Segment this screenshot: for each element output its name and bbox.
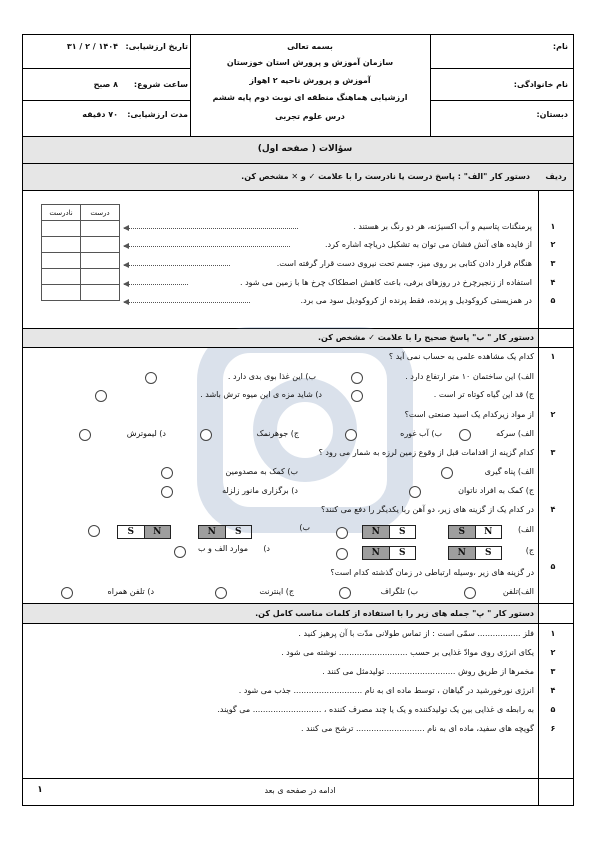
question-number: ۵: [550, 562, 556, 571]
q4-option-d-text: موارد الف و ب: [197, 544, 248, 553]
grid-cell[interactable]: [42, 269, 81, 285]
arrow-line: [124, 302, 250, 303]
true-false-item-3: هنگام قرار دادن کتابی بر روی میز، جسم تحت نیروی دست قرار گرفته است.: [276, 259, 532, 268]
continue-note: ادامه در صفحه ی بعد: [264, 786, 336, 795]
item-number: ۱: [550, 629, 556, 638]
arrow-line: [124, 228, 298, 229]
q4-option-d-label: د): [263, 544, 270, 553]
q1-option-d-circle[interactable]: [95, 390, 107, 402]
question-number: ۲: [550, 410, 556, 419]
q1-option-c: ج) قد این گیاه کوتاه تر است .: [433, 390, 534, 399]
q1-option-a-circle[interactable]: [351, 372, 363, 384]
item-number: ۳: [550, 667, 556, 676]
header-district: آموزش و پرورش ناحیه ۲ اهواز: [249, 76, 371, 85]
item-number: ۱: [550, 222, 556, 231]
arrow-line: [124, 265, 230, 266]
q3-option-a: الف) پناه گیری: [484, 467, 534, 476]
header-subject: درس علوم تجربی: [275, 112, 345, 121]
date-value: ۱۴۰۴ / ۲ / ۳۱: [66, 42, 118, 51]
q2-option-d: د) لیموترش: [126, 429, 166, 438]
magnet-bar: [448, 546, 502, 560]
school-label: دبستان:: [536, 110, 568, 119]
q3-option-b: ب) کمک به مصدومین: [225, 467, 298, 476]
magnet-bar: [117, 525, 171, 539]
fill-blank-item-1: فلز ................. سمّی است : از تماس طولانی مدّت با آن پرهیز کنید .: [298, 629, 534, 638]
magnet-pole-s: S: [449, 526, 475, 538]
item-number: ۲: [550, 648, 556, 657]
q5-option-c: ج) اینترنت: [259, 587, 294, 596]
magnet-pole-n: N: [144, 526, 171, 538]
true-false-item-4: استفاده از زنجیرچرخ در روزهای برفی، باعث کاهش اصطکاک چرخ ها با زمین می شود .: [239, 278, 532, 287]
q1-stem: کدام یک مشاهده علمی به حساب نمی آید ؟: [388, 352, 534, 361]
q1-option-c-circle[interactable]: [351, 390, 363, 402]
header-exam-type: ارزشیابی هماهنگ منطقه ای نوبت دوم پایه ششم: [212, 93, 408, 102]
section-b-instruction: دستور کار " ب" پاسخ صحیح را با علامت ✓ مشخص کن.: [318, 333, 534, 342]
grid-cell[interactable]: [81, 253, 120, 269]
q3-stem: کدام گزینه از اقدامات قبل از وقوع زمین لرزه به شمار می رود ؟: [318, 448, 534, 457]
q5-stem: در گزینه های زیر ،وسیله ارتباطی در زمان گذشته کدام است؟: [330, 568, 534, 577]
q5-option-d: د) تلفن همراه: [107, 587, 154, 596]
question-number: ۴: [550, 505, 556, 514]
magnet-pole-s: S: [389, 526, 416, 538]
q2-option-c-circle[interactable]: [200, 429, 212, 441]
q1-option-b: ب) این غذا بوی بدی دارد .: [227, 372, 316, 381]
q4-option-c-circle[interactable]: [336, 548, 348, 560]
magnet-pole-n: N: [363, 526, 389, 538]
item-number: ۴: [550, 686, 556, 695]
magnet-bar: [198, 525, 252, 539]
q2-option-d-circle[interactable]: [79, 429, 91, 441]
q5-option-b: ب) تلگراف: [380, 587, 418, 596]
name-label: نام:: [552, 42, 568, 51]
grid-cell[interactable]: [42, 221, 81, 237]
magnet-pole-n: N: [475, 526, 502, 538]
grid-cell[interactable]: [42, 237, 81, 253]
header-organization: سازمان آموزش و پرورش استان خوزستان: [226, 58, 394, 67]
true-false-item-2: از فایده های آتش فشان می توان به تشکیل دریاچه اشاره کرد.: [324, 240, 532, 249]
item-number: ۵: [550, 705, 556, 714]
fill-blank-item-4: انرژی نورخورشید در گیاهان ، توسط ماده ای به نام ........................... جذب می شود .: [238, 686, 534, 695]
q3-option-b-circle[interactable]: [161, 467, 173, 479]
true-column-header: درست: [81, 205, 120, 221]
section-c-instruction: دستور کار " پ" جمله های زیر را با استفاده از کلمات مناسب کامل کن.: [255, 609, 534, 618]
false-column-header: نادرست: [42, 205, 81, 221]
item-number: ۳: [550, 259, 556, 268]
q3-option-c-circle[interactable]: [409, 486, 421, 498]
magnet-pole-n: N: [363, 547, 389, 559]
grid-cell[interactable]: [81, 269, 120, 285]
fill-blank-item-5: به رابطه ی غذایی بین یک تولیدکننده و یک یا چند مصرف کننده ، ........................... می گویند.: [217, 705, 534, 714]
date-label: تاریخ ارزشیابی:: [125, 42, 188, 51]
magnet-bar: [362, 525, 416, 539]
q4-stem: در کدام یک از گزینه های زیر، دو آهن ربا یکدیگر را دفع می کنند؟: [321, 505, 534, 514]
q2-option-b: ب) آب غوره: [400, 429, 442, 438]
section-a-instruction: دستور کار "الف" : پاسخ درست یا نادرست را با علامت ✓ و ✕ مشخص کن.: [241, 172, 530, 181]
header-basmala: بسمه تعالی: [287, 42, 333, 51]
answer-grid: [41, 204, 120, 301]
magnet-pole-n: N: [199, 526, 225, 538]
q4-option-c-label: ج): [525, 546, 534, 555]
q2-option-b-circle[interactable]: [345, 429, 357, 441]
magnet-pole-s: S: [127, 527, 134, 537]
item-number: ۶: [550, 724, 556, 733]
family-name-label: نام خانوادگی:: [513, 80, 568, 89]
q2-option-a-circle[interactable]: [459, 429, 471, 441]
q2-option-a: الف) سرکه: [496, 429, 534, 438]
fill-blank-item-6: گویچه های سفید، ماده ای به نام ........................... ترشح می کنند .: [300, 724, 534, 733]
q5-option-c-circle[interactable]: [215, 587, 227, 599]
q2-stem: از مواد زیرکدام یک اسید صنعتی است؟: [404, 410, 534, 419]
duration-value: ۷۰ دقیقه: [82, 110, 118, 119]
grid-cell[interactable]: [81, 221, 120, 237]
true-false-item-5: در همزیستی کروکودیل و پرنده، فقط پرنده از کروکودیل سود می برد.: [300, 296, 532, 305]
q1-option-d: د) شاید مزه ی این میوه ترش باشد .: [200, 390, 322, 399]
q4-option-a-label: الف): [517, 525, 534, 534]
start-time-label: ساعت شروع:: [133, 80, 188, 89]
magnet-pole-s: S: [225, 526, 252, 538]
item-number: ۲: [550, 240, 556, 249]
grid-cell[interactable]: [42, 253, 81, 269]
q5-option-a-circle[interactable]: [464, 587, 476, 599]
item-number: ۵: [550, 296, 556, 305]
duration-label: مدت ارزشیابی:: [127, 110, 188, 119]
q3-option-d: د) برگزاری مانور زلزله: [222, 486, 298, 495]
q3-option-d-circle[interactable]: [161, 486, 173, 498]
q4-option-a-circle[interactable]: [336, 527, 348, 539]
true-false-item-1: پرمنگنات پتاسیم و آب اکسیژنه، هر دو رنگ بر هستند .: [353, 222, 532, 231]
question-number: ۳: [550, 448, 556, 457]
q2-option-c: ج) جوهرنمک: [256, 429, 299, 438]
magnet-pole-n: N: [449, 547, 475, 559]
arrow-line: [124, 246, 290, 247]
magnet-pole-s: S: [475, 547, 502, 559]
q3-option-c: ج) کمک به افراد ناتوان: [458, 486, 534, 495]
q5-option-d-circle[interactable]: [61, 587, 73, 599]
fill-blank-item-2: یکای انرژی روی موادّ غذایی بر حسب ........................... نوشته می شود .: [281, 648, 534, 657]
q4-option-d-circle[interactable]: [174, 546, 186, 558]
q3-option-a-circle[interactable]: [441, 467, 453, 479]
grid-cell[interactable]: [81, 237, 120, 253]
magnet-bar: [362, 546, 416, 560]
row-column-header: ردیف: [545, 172, 567, 181]
q1-option-b-circle[interactable]: [145, 372, 157, 384]
magnet-bar: [448, 525, 502, 539]
q4-option-b-circle[interactable]: [88, 525, 100, 537]
question-number: ۱: [550, 352, 556, 361]
page-number: ۱: [37, 785, 43, 795]
page-title: سؤالات ( صفحه اول): [257, 144, 353, 154]
q1-option-a: الف) این ساختمان ۱۰ متر ارتفاع دارد .: [405, 372, 534, 381]
q5-option-b-circle[interactable]: [339, 587, 351, 599]
fill-blank-item-3: مخمرها از طریق روش ........................... تولیدمثل می کنند .: [322, 667, 534, 676]
magnet-pole-s: S: [389, 547, 416, 559]
grid-cell[interactable]: [81, 285, 120, 301]
item-number: ۴: [550, 278, 556, 287]
grid-cell[interactable]: [42, 285, 81, 301]
arrow-line: [124, 284, 188, 285]
start-time-value: ۸ صبح: [93, 80, 118, 89]
q4-option-b-label: ب): [299, 523, 310, 532]
q5-option-a: الف)تلفن: [502, 587, 534, 596]
